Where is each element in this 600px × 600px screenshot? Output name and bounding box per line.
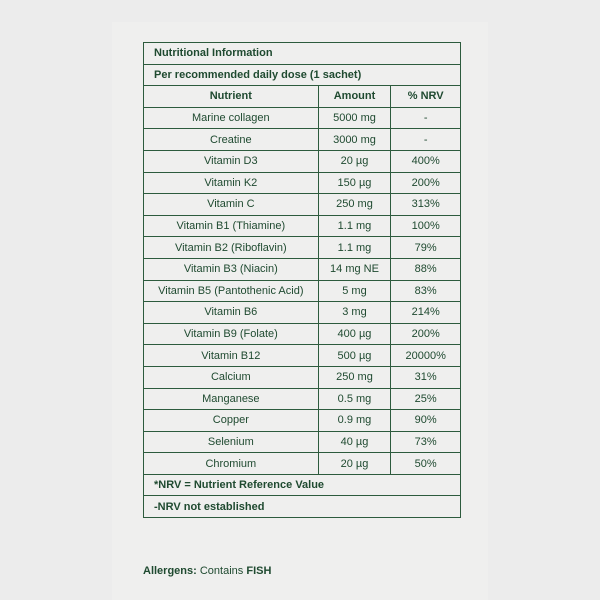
table-row — [144, 302, 461, 324]
amount-cell: 0.9 mg — [318, 410, 391, 432]
nutrient-cell: Creatine — [144, 129, 319, 151]
amount-cell: 400 µg — [318, 323, 391, 345]
table-row — [144, 280, 461, 302]
amount-cell: 0.5 mg — [318, 388, 391, 410]
footnote-not-established: -NRV not established — [144, 496, 461, 518]
table-title: Nutritional Information — [144, 43, 461, 65]
amount-cell: 500 µg — [318, 345, 391, 367]
amount-cell: 5 mg — [318, 280, 391, 302]
table-row — [144, 215, 461, 237]
nutrient-cell: Marine collagen — [144, 107, 319, 129]
nutrient-cell: Chromium — [144, 453, 319, 475]
table-title-row — [144, 43, 461, 65]
table-row — [144, 323, 461, 345]
allergens-label: Allergens: — [143, 565, 197, 577]
nrv-cell: 214% — [391, 302, 461, 324]
nrv-cell: - — [391, 129, 461, 151]
nutrient-cell: Vitamin D3 — [144, 150, 319, 172]
amount-cell: 14 mg NE — [318, 258, 391, 280]
nrv-cell: 200% — [391, 172, 461, 194]
nutrient-cell: Copper — [144, 410, 319, 432]
table-row — [144, 129, 461, 151]
nrv-cell: 25% — [391, 388, 461, 410]
allergens-item: FISH — [246, 565, 272, 577]
table-subtitle: Per recommended daily dose (1 sachet) — [144, 64, 461, 86]
nrv-cell: 83% — [391, 280, 461, 302]
footnote-nrv-row — [144, 474, 461, 496]
allergens-text: Contains — [199, 565, 244, 577]
amount-cell: 40 µg — [318, 431, 391, 453]
amount-cell: 1.1 mg — [318, 215, 391, 237]
table-row — [144, 345, 461, 367]
nutrient-cell: Vitamin K2 — [144, 172, 319, 194]
table-row — [144, 388, 461, 410]
nrv-cell: 400% — [391, 150, 461, 172]
amount-cell: 250 mg — [318, 194, 391, 216]
amount-cell: 5000 mg — [318, 107, 391, 129]
nutrient-cell: Calcium — [144, 366, 319, 388]
table-row — [144, 431, 461, 453]
amount-cell: 20 µg — [318, 150, 391, 172]
footnote-nrv: *NRV = Nutrient Reference Value — [144, 474, 461, 496]
nutrient-cell: Vitamin B12 — [144, 345, 319, 367]
nutrient-cell: Vitamin B2 (Riboflavin) — [144, 237, 319, 259]
table-subtitle-row — [144, 64, 461, 86]
table-row — [144, 453, 461, 475]
nrv-cell: - — [391, 107, 461, 129]
nrv-cell: 20000% — [391, 345, 461, 367]
amount-cell: 150 µg — [318, 172, 391, 194]
nutrient-cell: Vitamin B6 — [144, 302, 319, 324]
nrv-cell: 50% — [391, 453, 461, 475]
header-row — [144, 86, 461, 108]
nrv-cell: 31% — [391, 366, 461, 388]
nrv-cell: 73% — [391, 431, 461, 453]
table-row — [144, 194, 461, 216]
table-row — [144, 172, 461, 194]
nrv-cell: 90% — [391, 410, 461, 432]
nutrient-cell: Vitamin C — [144, 194, 319, 216]
table-row — [144, 258, 461, 280]
nrv-cell: 100% — [391, 215, 461, 237]
nutrient-cell: Manganese — [144, 388, 319, 410]
table-row — [144, 410, 461, 432]
table-row — [144, 366, 461, 388]
nutrient-cell: Vitamin B9 (Folate) — [144, 323, 319, 345]
nutrient-cell: Vitamin B5 (Pantothenic Acid) — [144, 280, 319, 302]
nutrient-cell: Selenium — [144, 431, 319, 453]
allergens-line — [143, 565, 271, 577]
table-row — [144, 107, 461, 129]
nutrient-cell: Vitamin B1 (Thiamine) — [144, 215, 319, 237]
header-amount: Amount — [318, 86, 391, 108]
nrv-cell: 313% — [391, 194, 461, 216]
header-nutrient: Nutrient — [144, 86, 319, 108]
amount-cell: 20 µg — [318, 453, 391, 475]
nrv-cell: 88% — [391, 258, 461, 280]
amount-cell: 1.1 mg — [318, 237, 391, 259]
table-row — [144, 150, 461, 172]
nrv-cell: 200% — [391, 323, 461, 345]
footnote-not-established-row — [144, 496, 461, 518]
nutrient-cell: Vitamin B3 (Niacin) — [144, 258, 319, 280]
nrv-cell: 79% — [391, 237, 461, 259]
amount-cell: 250 mg — [318, 366, 391, 388]
amount-cell: 3000 mg — [318, 129, 391, 151]
table-row — [144, 237, 461, 259]
amount-cell: 3 mg — [318, 302, 391, 324]
header-nrv: % NRV — [391, 86, 461, 108]
nutrition-table — [143, 42, 461, 518]
